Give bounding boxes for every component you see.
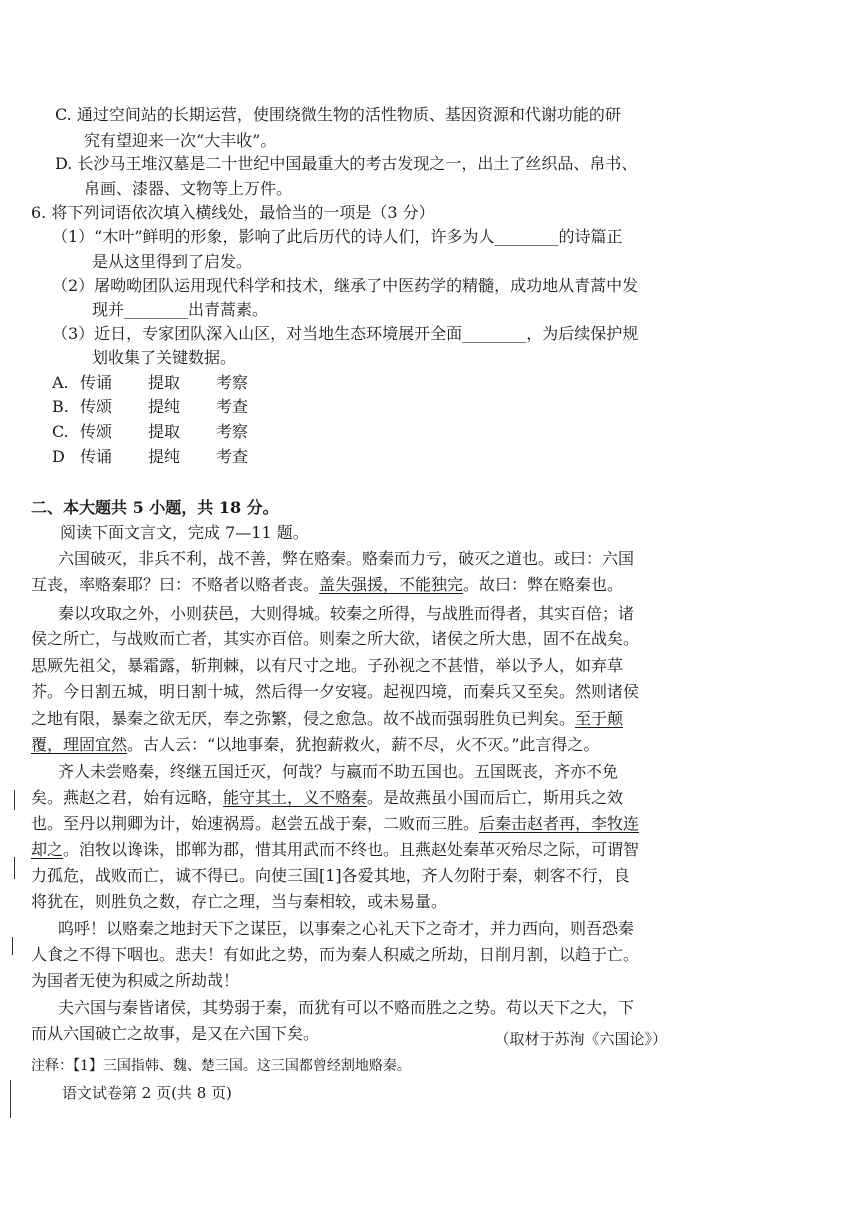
q6-option-c-word2: 提取 [148, 422, 181, 441]
passage-p1-line2 [31, 573, 623, 597]
q6-option-b-word3: 考查 [216, 397, 249, 416]
q6-option-b [52, 395, 248, 419]
passage-p3-line4 [31, 838, 639, 862]
q6-option-a [52, 371, 248, 395]
q6-sentence-2: （2）屠呦呦团队运用现代科学和技术，继承了中医药学的精髓，成功地从青蒿中发 [52, 276, 639, 295]
q6-option-d-label: D [52, 447, 65, 466]
q6-s1-text-b: 的诗篇正 [558, 227, 623, 246]
passage-p3-line1: 齐人未尝赂秦，终继五国迁灭，何哉？与嬴而不助五国也。五国既丧，齐亦不免 [58, 762, 619, 781]
q6-option-a-word3: 考察 [216, 373, 249, 392]
scan-mark-4 [10, 1080, 11, 1118]
q6-option-a-word2: 提取 [148, 373, 181, 392]
q6-s3-text-b: ，为后续保护规 [526, 324, 639, 343]
q6-blank-2: ________ [124, 300, 189, 319]
q6-option-b-word1: 传颂 [80, 397, 113, 416]
q6-option-a-word1: 传诵 [80, 373, 113, 392]
q5-option-d-line1: D. 长沙马王堆汉墓是二十世纪中国最重大的考古发现之一，出土了丝织品、帛书、 [55, 154, 638, 173]
passage-p3-line2 [31, 786, 623, 810]
q6-blank-3: ________ [462, 324, 527, 343]
passage-p2-line3: 思厥先祖父，暴霜露，斩荆棘，以有尺寸之地。子孙视之不甚惜，举以予人，如弃草 [31, 656, 624, 675]
q6-option-b-label: B. [52, 397, 69, 416]
q6-option-d [52, 445, 248, 469]
q6-option-c-label: C. [52, 422, 69, 441]
q6-sentence-3 [52, 322, 638, 346]
scan-mark-1 [14, 790, 15, 810]
q6-option-d-word2: 提纯 [148, 447, 181, 466]
section-2-heading: 二、本大题共 5 小题，共 18 分。 [31, 498, 279, 517]
passage-p2-text-b: 。古人云：“以地事秦，犹抱薪救火，薪不尽，火不灭。”此言得之。 [127, 735, 600, 754]
passage-footnote: 注释：【1】三国指韩、魏、楚三国。这三国都曾经割地赂秦。 [31, 1058, 411, 1074]
section-2-intro: 阅读下面文言文，完成 7—11 题。 [60, 523, 309, 542]
scan-mark-3 [12, 937, 13, 955]
q5-option-c-line1: C. 通过空间站的长期运营，使围绕微生物的活性物质、基因资源和代谢功能的研 [55, 105, 621, 124]
q5-option-c-line2: 究有望迎来一次“大丰收”。 [84, 131, 277, 150]
q6-s1-text-a: （1）“木叶”鲜明的形象，影响了此后历代的诗人们，许多为人 [52, 227, 495, 246]
q6-option-a-label: A. [52, 373, 69, 392]
passage-p3-underlined-b: 后秦击赵者再，李牧连 [479, 814, 640, 833]
passage-p2-line5 [31, 707, 623, 731]
q6-option-c-word3: 考察 [216, 422, 249, 441]
passage-p3-line3 [31, 812, 639, 836]
q6-option-b-word2: 提纯 [148, 397, 181, 416]
passage-p2-text-a: 之地有限，暴秦之欲无厌，奉之弥繁，侵之愈急。故不战而强弱胜负已判矣。 [31, 709, 576, 728]
passage-p4-line3: 为国者无使为积威之所劫哉！ [31, 971, 240, 990]
q6-sentence-1 [52, 225, 623, 249]
passage-p2-line1: 秦以攻取之外，小则获邑，大则得城。较秦之所得，与战胜而得者，其实百倍；诸 [58, 604, 635, 623]
passage-p4-line1: 呜呼！以赂秦之地封天下之谋臣，以事秦之心礼天下之奇才，并力西向，则吾恐秦 [58, 919, 635, 938]
passage-p2-underlined-a: 至于颠 [575, 709, 624, 728]
passage-source: （取材于苏洵《六国论》） [494, 1030, 667, 1048]
passage-p3-text-a: 矣。燕赵之君，始有远略， [31, 788, 224, 807]
q6-option-c [52, 420, 248, 444]
passage-p3-text-d: 。洎牧以谗诛，邯郸为郡，惜其用武而不终也。且燕赵处秦革灭殆尽之际，可谓智 [63, 840, 640, 859]
q5-option-d-line2: 帛画、漆器、文物等上万件。 [84, 179, 293, 198]
q6-s2-text-b: 现并 [92, 300, 125, 319]
page-footer: 语文试卷第 2 页(共 8 页) [62, 1084, 232, 1102]
q6-s3-text-a: （3）近日，专家团队深入山区，对当地生态环境展开全面 [52, 324, 463, 343]
passage-p2-underlined-b: 覆，理固宜然 [31, 735, 128, 754]
passage-p1-text-b: 。故曰：弊在赂秦也。 [463, 575, 624, 594]
passage-p1-text-a: 互丧，率赂秦耶？曰：不赂者以赂者丧。 [31, 575, 320, 594]
q6-option-d-word1: 传诵 [80, 447, 113, 466]
passage-p3-underlined-a: 能守其土，义不赂秦 [223, 788, 368, 807]
passage-p1-line1: 六国破灭，非兵不利，战不善，弊在赂秦。赂秦而力亏，破灭之道也。或曰：六国 [58, 549, 635, 568]
q6-sentence-1-cont: 是从这里得到了启发。 [92, 252, 253, 271]
passage-p2-line4: 芥。今日割五城，明日割十城，然后得一夕安寝。起视四境，而秦兵又至矣。然则诸侯 [31, 682, 640, 701]
passage-p3-line5: 力孤危，战败而亡，诚不得已。向使三国[1]各爱其地，齐人勿附于秦，刺客不行，良 [31, 866, 630, 885]
passage-p3-line6: 将犹在，则胜负之数，存亡之理，当与秦相较，或未易量。 [31, 892, 448, 911]
passage-p5-line1: 夫六国与秦皆诸侯，其势弱于秦，而犹有可以不赂而胜之之势。苟以天下之大，下 [58, 998, 635, 1017]
passage-p3-text-c: 也。至丹以荆卿为计，始速祸焉。赵尝五战于秦，二败而三胜。 [31, 814, 480, 833]
scan-mark-2 [14, 857, 15, 879]
passage-p5-line2: 而从六国破亡之故事，是又在六国下矣。 [31, 1024, 320, 1043]
q6-option-d-word3: 考查 [216, 447, 249, 466]
passage-p2-line6 [31, 733, 599, 757]
passage-p1-underlined: 盖失强援，不能独完 [319, 575, 464, 594]
passage-p2-line2: 侯之所亡，与战败而亡者，其实亦百倍。则秦之所大欲，诸侯之所大患，固不在战矣。 [31, 629, 640, 648]
q6-blank-1: ________ [494, 227, 559, 246]
passage-p3-underlined-c: 却之 [31, 840, 64, 859]
q6-stem: 6. 将下列词语依次填入横线处，最恰当的一项是（3 分） [31, 203, 435, 222]
q6-s2-text-c: 出青蒿素。 [188, 300, 269, 319]
passage-p3-text-b: 。是故燕虽小国而后亡，斯用兵之效 [367, 788, 624, 807]
q6-option-c-word1: 传颂 [80, 422, 113, 441]
passage-p4-line2: 人食之不得下咽也。悲夫！有如此之势，而为秦人积威之所劫，日削月割，以趋于亡。 [31, 945, 640, 964]
q6-sentence-2-cont [92, 298, 268, 322]
q6-sentence-3-cont: 划收集了关键数据。 [92, 348, 237, 367]
